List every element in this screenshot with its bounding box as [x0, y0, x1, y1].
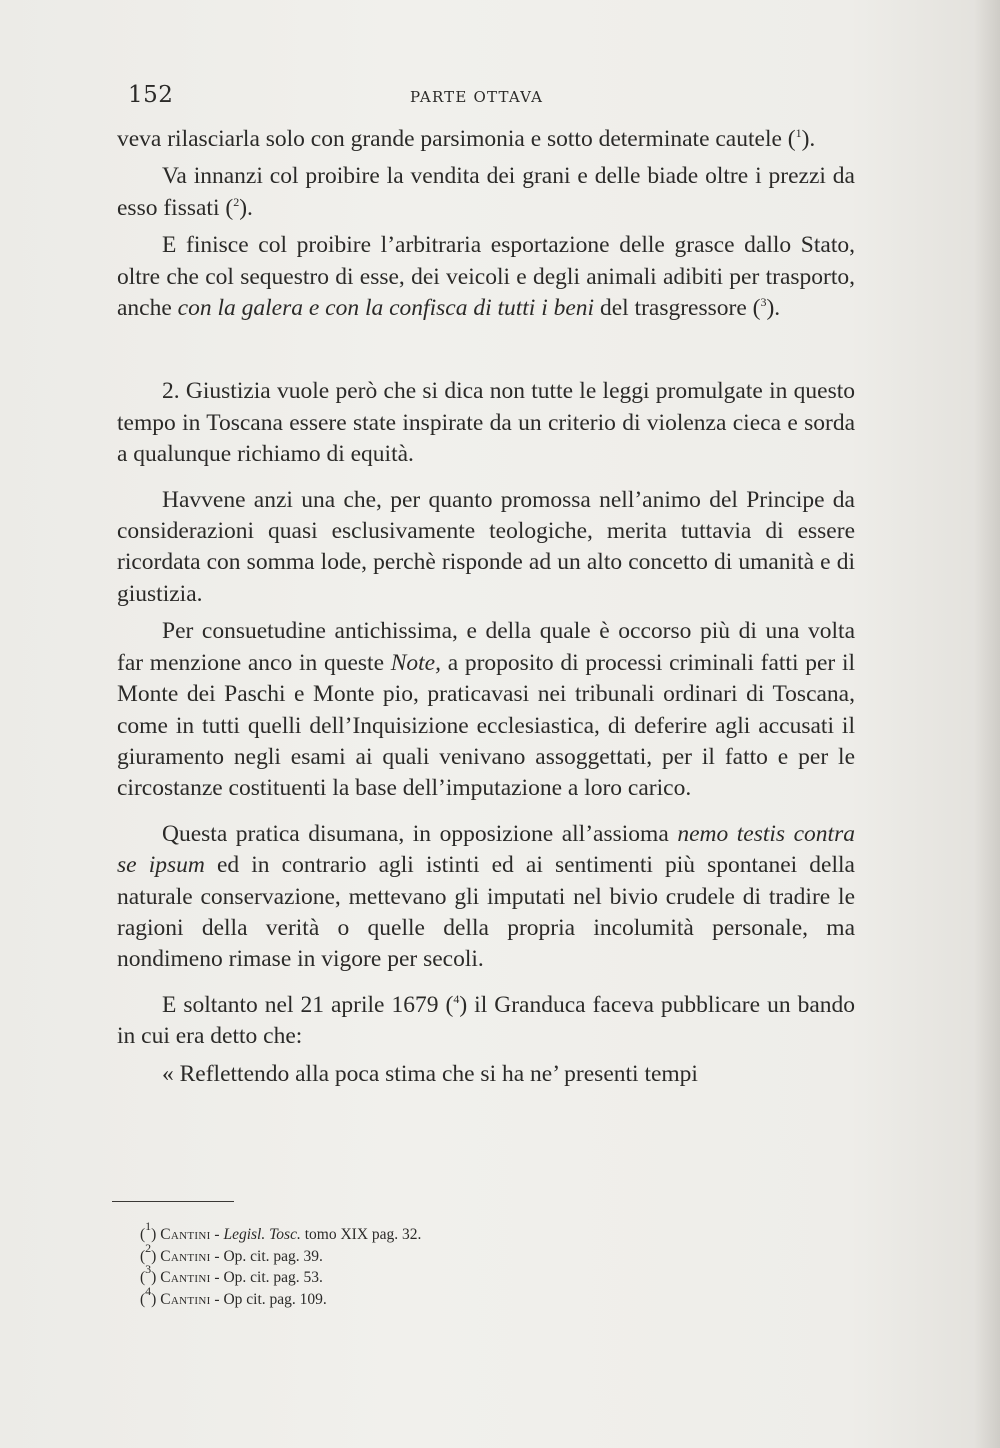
footnote-mark: 1	[145, 1219, 152, 1233]
footnote-author: Cantini	[160, 1290, 211, 1308]
text-run: del trasgressore (	[594, 295, 761, 322]
text-run: E soltanto nel 21 aprile 1679 (	[162, 991, 454, 1018]
text-run: Havvene anzi una che, per quanto promossa nell’animo del Principe da considerazioni quasi esclusivamente teologiche, merita tuttavia di essere ricordata con somma lode, perchè risponde ad un alto concetto di umanità e di giustizia.	[117, 486, 855, 607]
footnotes	[140, 1219, 560, 1310]
footnote-citation: Op. cit. pag. 53.	[223, 1269, 323, 1286]
paragraph	[117, 230, 855, 324]
paragraph	[117, 616, 855, 804]
footnote-reference: 4	[453, 991, 460, 1006]
paragraph	[117, 376, 855, 470]
paragraph	[117, 990, 855, 1053]
page-number: 152	[128, 82, 174, 108]
footnote: ($^4$) Cantini - Op cit. pag. 109.	[140, 1283, 327, 1308]
footnote-citation: Op cit. pag. 109.	[223, 1290, 327, 1308]
text-run: a proposito di processi criminali fatti per il Monte dei Paschi e Monte pio, praticavasi nei tribunali ordinari di Toscana, come in tutti quelli dell’Inquisizione ecclesiastica, di deferire agli accusati il giuramento negli esami ai quali venivano assoggettati, per il fatto e per le circostanze costituenti la base dell’imputazione a loro carico.	[117, 649, 855, 802]
text-run: « Reflettendo alla poca stima che si ha ne’ presenti tempi	[162, 1060, 698, 1087]
text-run: Questa pratica disumana, in opposizione all’assioma	[162, 820, 678, 847]
footnote-author: Cantini	[160, 1247, 211, 1265]
text-run: E finisce col proibire l’arbitraria esportazione delle grasce dallo Stato, oltre che col sequestro di esse, dei veicoli e degli animali adibiti per trasporto, anche	[117, 232, 855, 322]
footnote: ($^2$) Cantini - Op. cit. pag. 39.	[140, 1240, 323, 1265]
body-text	[117, 124, 855, 1090]
footnote: ($^3$) Cantini - Op. cit. pag. 53.	[140, 1262, 323, 1286]
italic-text: nemo testis contra se ipsum	[117, 820, 855, 879]
text-run: veva rilasciarla solo con grande parsimonia e sotto determinate cautele (	[117, 126, 796, 152]
footnote-author: Cantini	[160, 1226, 211, 1243]
paragraph	[117, 485, 855, 611]
footnote-citation: tomo XIX pag. 32.	[300, 1226, 422, 1243]
paragraph	[117, 124, 855, 155]
paragraph	[117, 819, 855, 976]
text-run: ed in contrario agli istinti ed ai sentimenti più spontanei della naturale conservazione, mettevano gli imputati nel bivio crudele di tradire le ragioni della verità o quelle della propria incolumità personale, ma nondimeno rimase in vigore per secoli.	[117, 852, 855, 973]
footnote-citation: Op. cit. pag. 39.	[223, 1247, 323, 1265]
footnote-work-title: Legisl. Tosc.	[223, 1226, 301, 1243]
footnote-rule	[112, 1201, 234, 1202]
text-run: ).	[239, 194, 253, 221]
paragraph	[117, 1059, 855, 1090]
paragraph	[117, 161, 855, 224]
text-run: Per consuetudine antichissima, e della quale è occorso più di una volta far menzione anco in queste	[117, 618, 855, 676]
footnote-reference: 2	[233, 194, 240, 209]
footnote: ($^1$) Cantini - Legisl. Tosc. tomo XIX pag. 32.	[140, 1219, 422, 1243]
footnote-reference: 3	[760, 295, 767, 310]
italic-text: con la galera e con la confisca di tutti i beni	[177, 295, 595, 322]
footnote-reference: 1	[795, 126, 802, 140]
footnote-author: Cantini	[160, 1269, 211, 1286]
italic-text: Note,	[390, 649, 441, 676]
footnote-mark: 2	[145, 1240, 152, 1255]
page-edge-shadow	[974, 0, 1000, 1448]
running-head: PARTE OTTAVA	[410, 88, 544, 106]
footnote-mark: 3	[145, 1262, 152, 1276]
footnote-mark: 4	[145, 1283, 152, 1298]
text-run: ).	[801, 126, 816, 152]
text-run: ).	[766, 295, 781, 322]
text-run: ) il Granduca faceva pubblicare un bando in cui era detto che:	[117, 991, 855, 1050]
page-header	[128, 82, 852, 112]
text-run: 2. Giustizia vuole però che si dica non tutte le leggi promulgate in questo tempo in Toscana essere state inspirate da un criterio di violenza cieca e sorda a qualunque richiamo di equità.	[117, 378, 855, 468]
text-run: Va innanzi col proibire la vendita dei grani e delle biade oltre i prezzi da esso fissati (	[117, 163, 855, 221]
